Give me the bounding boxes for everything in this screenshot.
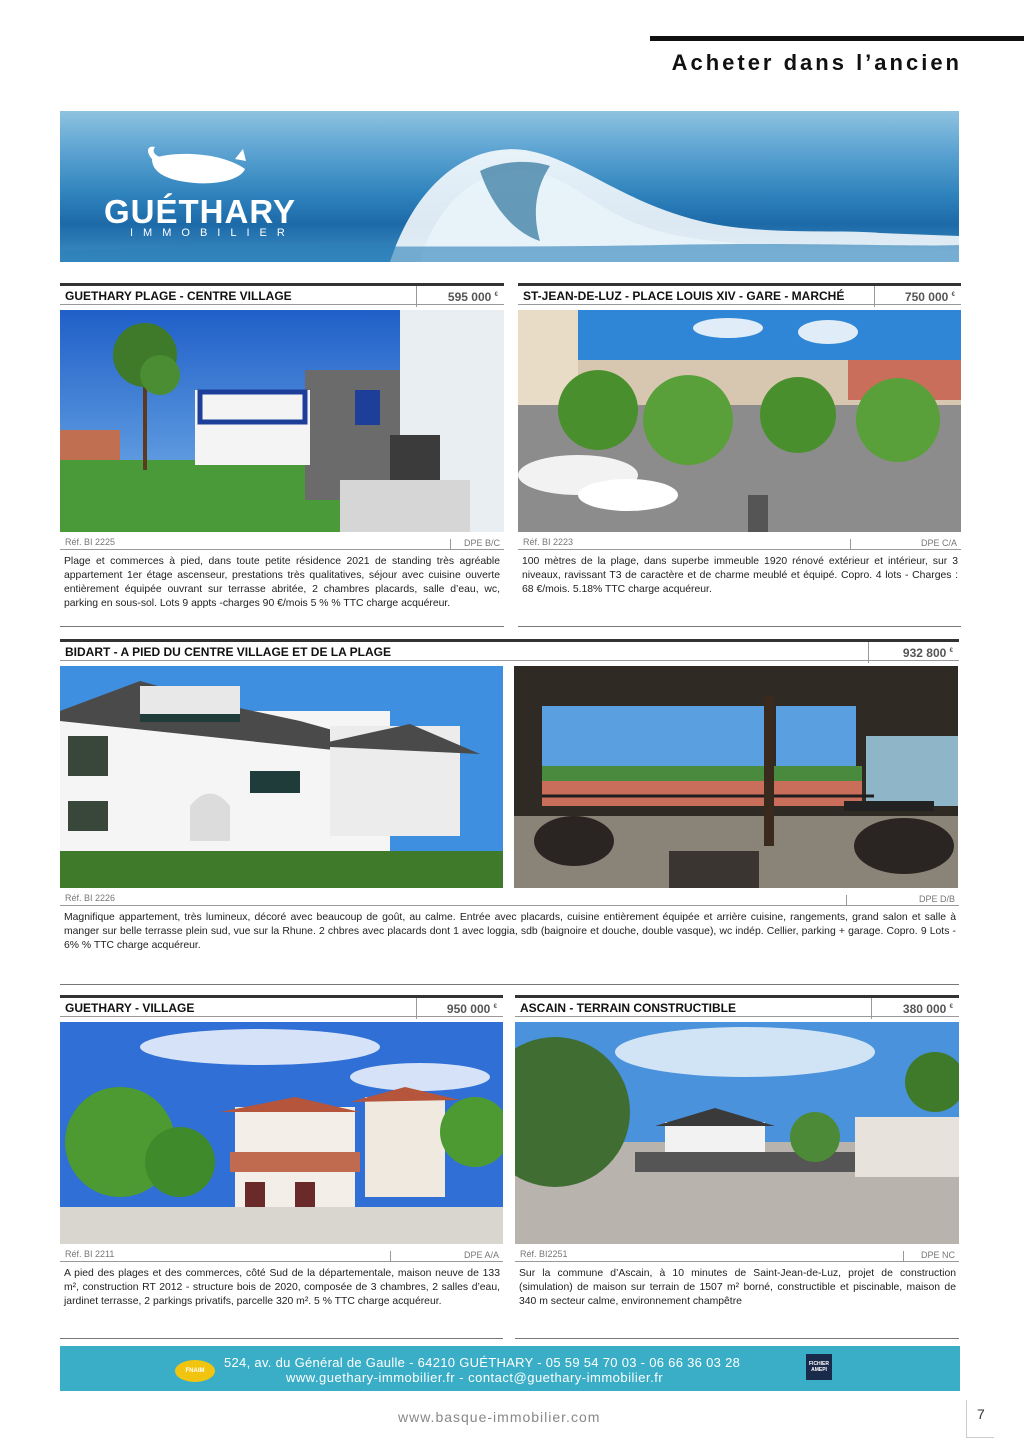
listing-meta (518, 536, 961, 550)
page-number: 7 (966, 1400, 994, 1438)
listing-meta (60, 1248, 503, 1262)
listing-description: Sur la commune d’Ascain, à 10 minutes de Saint-Jean-de-Luz, projet de construction (simulation) de maison sur terrain de 1507 m² borné, constructible et piscinable, maison de 340 m secteur calme, environnement champêtre (519, 1268, 956, 1307)
listing-card (518, 283, 961, 627)
listing-price: 932 800 € (902, 646, 953, 660)
listing-title: ASCAIN - TERRAIN CONSTRUCTIBLE (520, 1001, 736, 1015)
listing-price: 750 000 € (904, 290, 955, 304)
listing-header (60, 283, 504, 305)
listing-dpe: DPE NC (920, 1250, 955, 1260)
listing-ref: Réf. BI2251 (520, 1249, 568, 1259)
listing-title: ST-JEAN-DE-LUZ - PLACE LOUIS XIV - GARE - MARCHÉ (523, 289, 845, 303)
listing-card (515, 995, 959, 1339)
listing-description: Plage et commerces à pied, dans toute petite résidence 2021 de standing très agréable appartement 1er étage ascenseur, prestations très qualitatives, séjour avec cuisine ouverte entièrement équipée ouvrant sur terrasse abritée, 2 chambres placards, salle d’eau, wc, parking en sous-sol. Lots 9 appts -charges 90 €/mois 5 % % TTC charge acquéreur. (64, 556, 500, 609)
listing-header (60, 639, 959, 661)
listing-description: 100 mètres de la plage, dans superbe immeuble 1920 rénové extérieur et intérieur, sur 3 niveaux, ravissant T3 de caractère et de charme meublé et équipé. Copro. 4 lots - Charges : 68 €/mois. 5.18% TTC charge acquéreur. (522, 556, 958, 595)
wave-illustration (60, 111, 959, 262)
listing-card (60, 995, 503, 1339)
listing-title: BIDART - A PIED DU CENTRE VILLAGE ET DE LA PLAGE (65, 645, 392, 659)
listing-ref: Réf. BI 2223 (523, 537, 574, 547)
listing-photo[interactable] (514, 666, 958, 888)
listing-price: 380 000 € (902, 1002, 953, 1016)
listing-dpe: DPE D/B (918, 894, 955, 904)
listing-ref: Réf. BI 2211 (65, 1249, 115, 1259)
listing-card (60, 283, 504, 627)
listing-price: 950 000 € (446, 1002, 497, 1016)
listing-meta (60, 536, 504, 550)
agency-address: 524, av. du Général de Gaulle - 64210 GUÉTHARY - 05 59 54 70 03 - 06 66 36 03 28 (224, 1355, 741, 1370)
fichier-amepi-logo: FICHIER AMEPI (806, 1354, 832, 1380)
website-url[interactable]: www.basque-immobilier.com (398, 1409, 601, 1425)
listing-description: Magnifique appartement, très lumineux, décoré avec beaucoup de goût, au calme. Entrée avec placards, cuisine entièrement équipée et arrière cuisine, rangements, grand salon et salle à manger sur belle terrasse plein sud, vue sur la Rhune. 2 chbres avec placards dont 1 avec loggia, sdb (baignoire et douche, double vasque), wc indép. Cellier, parking + garage. Copro. 9 Lots - 6% % TTC charge acquéreur. (64, 912, 956, 951)
listing-dpe: DPE C/A (920, 538, 957, 548)
listing-dpe: DPE B/C (463, 538, 500, 548)
agency-banner (60, 111, 959, 262)
listing-ref: Réf. BI 2226 (65, 893, 116, 903)
listing-photo[interactable] (518, 310, 961, 532)
agency-logo-subtitle: IMMOBILIER (130, 227, 295, 239)
listing-dpe: DPE A/A (463, 1250, 499, 1260)
listing-meta (515, 1248, 959, 1262)
top-rule (650, 36, 1024, 41)
listing-photo[interactable] (515, 1022, 959, 1244)
listing-photo[interactable] (60, 310, 504, 532)
listing-photo[interactable] (60, 666, 503, 888)
listing-meta (60, 892, 959, 906)
listing-title: GUETHARY PLAGE - CENTRE VILLAGE (65, 289, 292, 303)
agency-web-contact[interactable]: www.guethary-immobilier.fr - contact@guethary-immobilier.fr (286, 1370, 664, 1385)
agency-logo-name: GUÉTHARY (104, 193, 296, 230)
listing-header (60, 995, 503, 1017)
listing-header (515, 995, 959, 1017)
listing-ref: Réf. BI 2225 (65, 537, 116, 547)
listing-price: 595 000 € (447, 290, 498, 304)
fnaim-logo: FNAIM (175, 1360, 215, 1382)
agency-contact-footer (60, 1346, 960, 1391)
section-title: Acheter dans l’ancien (671, 50, 962, 75)
listing-description: A pied des plages et des commerces, côté Sud de la départementale, maison neuve de 133 m², construction RT 2012 - structure bois de 2020, composée de 3 chambres, 2 salles d’eau, jardinet terrasse, 2 parkings privatifs, parcelle 320 m². 5 % TTC charge acquéreur. (64, 1268, 500, 1307)
listing-photo[interactable] (60, 1022, 503, 1244)
listing-header (518, 283, 961, 305)
listing-title: GUETHARY - VILLAGE (65, 1001, 195, 1015)
listing-card (60, 639, 959, 985)
